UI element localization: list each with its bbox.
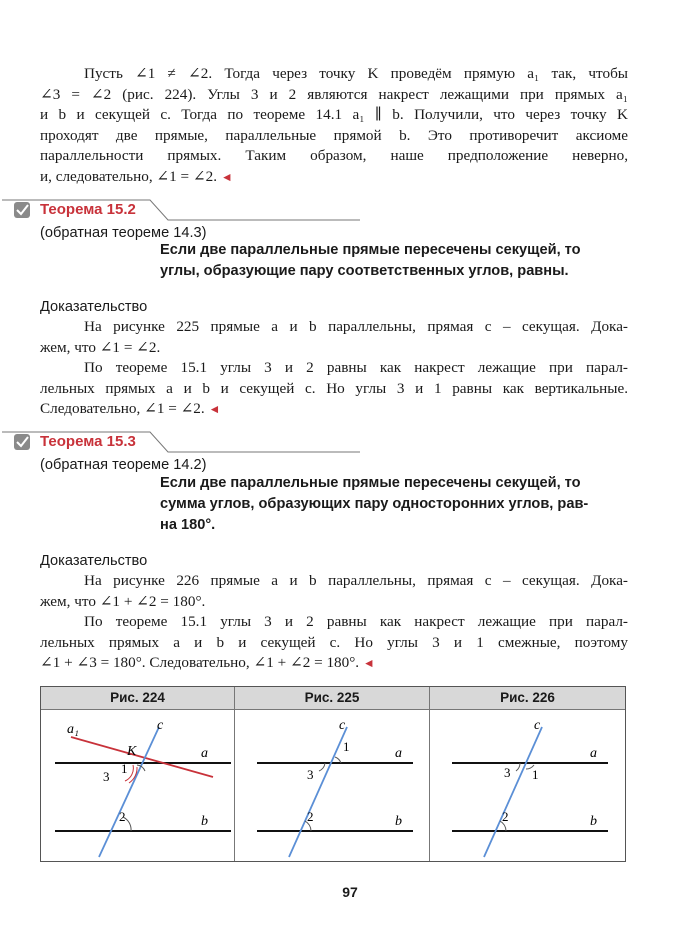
label-b: b	[395, 814, 402, 829]
proof-line: По теореме 15.1 углы 3 и 2 равны как накрест лежащие при парал-	[84, 359, 628, 376]
intro-line: и b и секущей c. Тогда по теореме 14.1 a₁ ∥ b. Получили, что через точку K	[40, 106, 628, 123]
figure-caption: Рис. 224	[41, 687, 234, 710]
checkbox-icon	[14, 202, 30, 218]
statement-line: на 180°.	[160, 517, 216, 533]
intro-line: проходят две прямые, параллельные прямой b. Это противоречит аксиоме	[40, 126, 628, 144]
statement-line: сумма углов, образующих пару односторонних углов, рав-	[160, 496, 589, 512]
label-c: c	[157, 718, 164, 733]
proof-line: На рисунке 225 прямые a и b параллельны, прямая c – секущая. Дока-	[84, 318, 628, 335]
proof-line: жем, что ∠1 = ∠2.	[40, 338, 161, 356]
label-a: a	[395, 746, 402, 761]
label-angle-3: 3	[103, 769, 110, 784]
label-k: K	[127, 744, 137, 759]
intro-line: Пусть ∠1 ≠ ∠2. Тогда через точку K проведём прямую a₁ так, чтобы	[84, 65, 628, 82]
checkbox-icon	[14, 434, 30, 450]
theorem-header	[0, 198, 360, 224]
label-angle-3: 3	[307, 767, 314, 782]
label-c: c	[339, 718, 346, 733]
line-c	[289, 727, 347, 857]
theorem-subtitle: (обратная теореме 14.2)	[40, 457, 207, 473]
label-a: a	[590, 746, 597, 761]
intro-paragraph	[40, 64, 628, 187]
statement-line: Если две параллельные прямые пересечены секущей, то	[160, 475, 581, 491]
proof-line: ∠1 + ∠3 = 180°. Следовательно, ∠1 + ∠2 = 180°. ◄	[40, 654, 375, 671]
intro-line: и, следовательно, ∠1 = ∠2. ◄	[40, 167, 233, 185]
end-marker: ◄	[220, 169, 233, 184]
proof-line: жем, что ∠1 + ∠2 = 180°.	[40, 592, 206, 610]
label-angle-3: 3	[504, 765, 511, 780]
figures-panel	[40, 686, 626, 862]
figure-225	[235, 687, 430, 861]
label-angle-2: 2	[119, 809, 126, 824]
intro-line: параллельности прямых. Таким образом, наше предположение неверно,	[40, 147, 628, 164]
proof-line: лельных прямых a и b и секущей c. Но углы 3 и 1 смежные, поэтому	[40, 633, 628, 651]
proof-paragraph	[40, 571, 628, 674]
figure-224	[41, 687, 235, 861]
proof-label: Доказательство	[40, 553, 148, 569]
label-angle-1: 1	[343, 739, 350, 754]
line-c	[484, 727, 542, 857]
theorem-title: Теорема 15.3	[40, 433, 136, 450]
proof-line: лельных прямых a и b и секущей c. Но углы 3 и 1 равны как вертикальные.	[40, 379, 628, 397]
end-marker: ◄	[208, 402, 221, 416]
label-b: b	[201, 814, 208, 829]
proof-line: На рисунке 226 прямые a и b параллельны, прямая c – секущая. Дока-	[84, 572, 628, 589]
end-marker: ◄	[362, 656, 375, 670]
theorem-title: Теорема 15.2	[40, 201, 136, 218]
label-a: a	[201, 746, 208, 761]
figure-226	[430, 687, 625, 861]
statement-line: Если две параллельные прямые пересечены секущей, то	[160, 242, 581, 258]
proof-paragraph	[40, 317, 628, 420]
label-angle-2: 2	[307, 809, 314, 824]
figure-226-drawing	[430, 709, 625, 861]
label-angle-1: 1	[532, 767, 539, 782]
label-b: b	[590, 814, 597, 829]
proof-line: По теореме 15.1 углы 3 и 2 равны как накрест лежащие при парал-	[84, 613, 628, 630]
line-a1	[71, 737, 213, 777]
label-angle-1: 1	[121, 761, 128, 776]
intro-line: ∠3 = ∠2 (рис. 224). Углы 3 и 2 являются накрест лежащими при прямых a₁	[40, 85, 628, 103]
label-c: c	[534, 718, 541, 733]
statement-line: углы, образующие пару соответственных углов, равны.	[160, 263, 569, 279]
figure-caption: Рис. 225	[235, 687, 429, 710]
label-a1: a₁	[67, 722, 79, 737]
proof-line: Следовательно, ∠1 = ∠2. ◄	[40, 400, 221, 417]
page-number: 97	[342, 884, 358, 900]
theorem-statement	[160, 473, 630, 536]
theorem-subtitle: (обратная теореме 14.3)	[40, 225, 207, 241]
figure-caption: Рис. 226	[430, 687, 625, 710]
theorem-header	[0, 430, 360, 456]
figure-224-drawing	[41, 709, 235, 861]
theorem-statement	[160, 240, 630, 282]
proof-label: Доказательство	[40, 299, 148, 315]
label-angle-2: 2	[502, 809, 509, 824]
figure-225-drawing	[235, 709, 430, 861]
